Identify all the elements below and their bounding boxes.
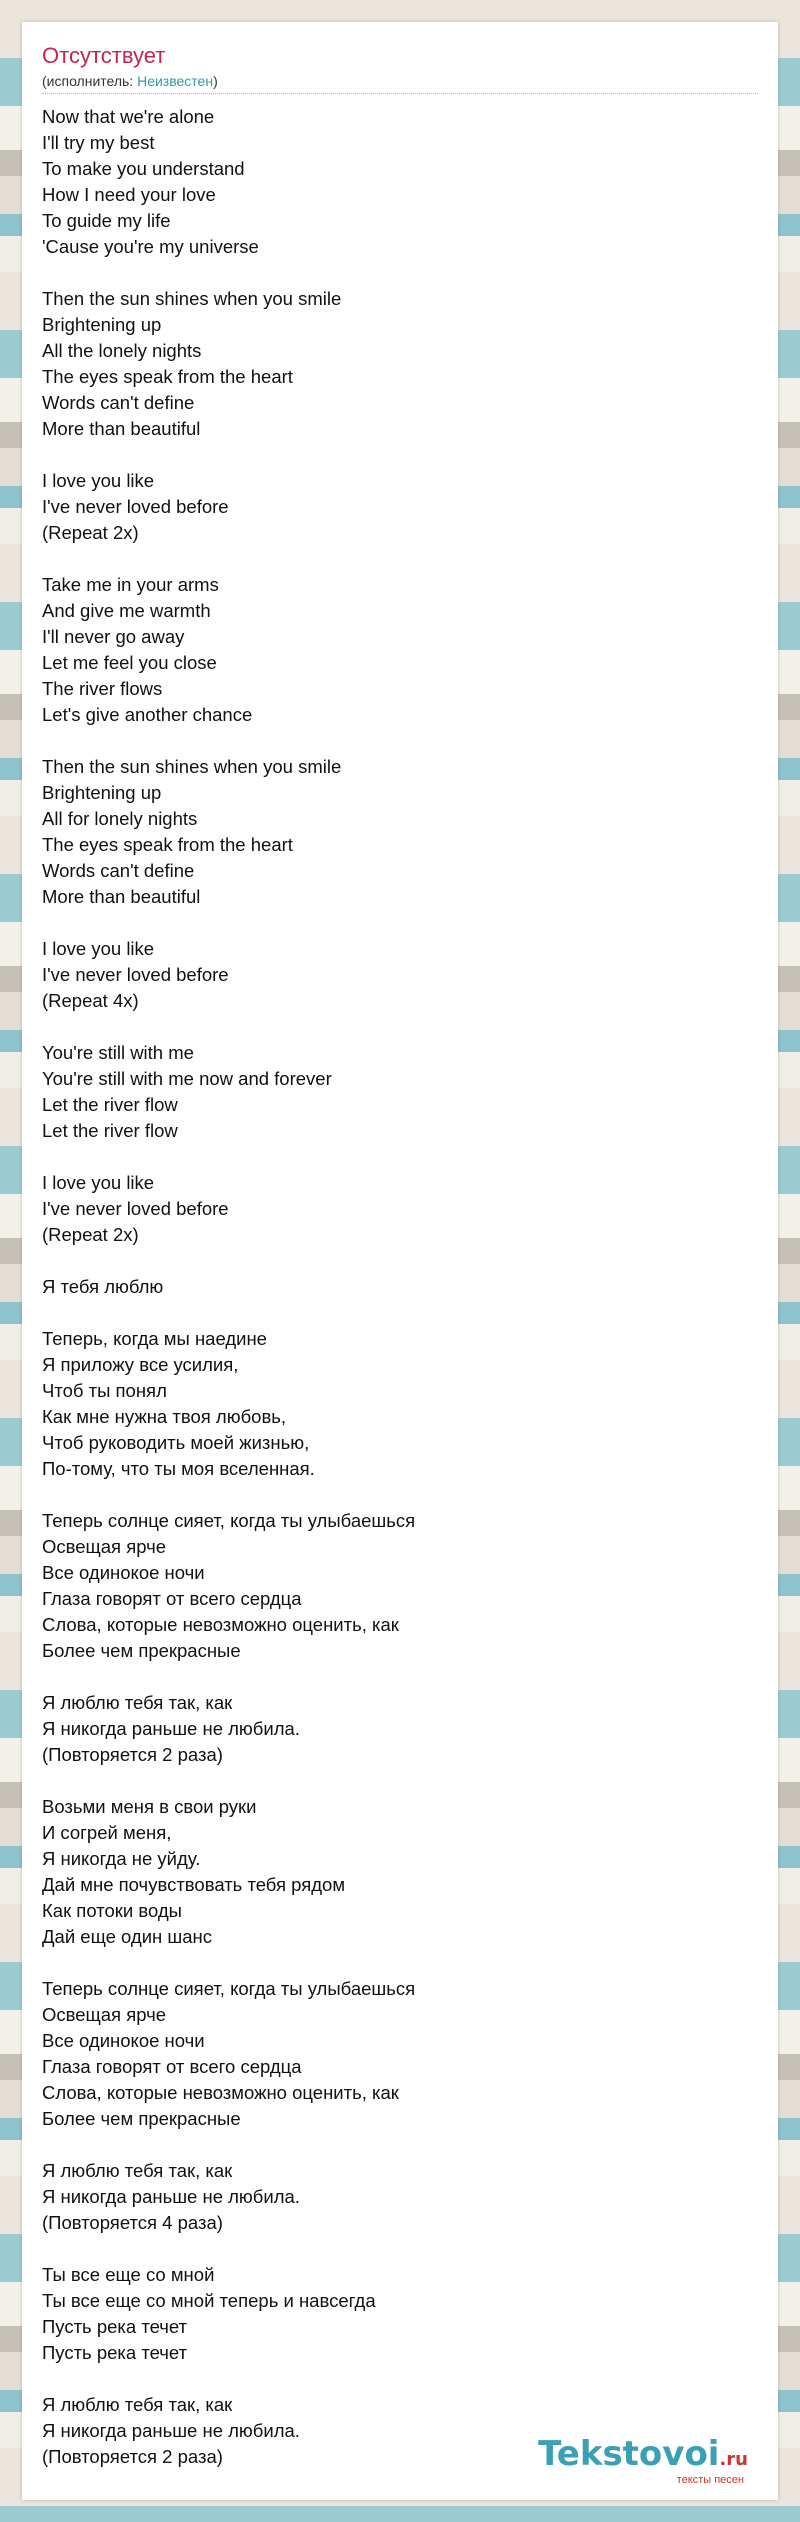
lyrics-line: The river flows xyxy=(42,678,163,699)
lyrics-line: More than beautiful xyxy=(42,886,201,907)
lyrics-stanza xyxy=(42,572,758,728)
lyrics-line: (Повторяется 4 раза) xyxy=(42,2212,223,2233)
lyrics-line: (Repeat 2x) xyxy=(42,1224,139,1245)
lyrics-line: I love you like xyxy=(42,470,155,491)
lyrics-line: Глаза говорят от всего сердца xyxy=(42,2056,302,2077)
lyrics-line: All the lonely nights xyxy=(42,340,202,361)
lyrics-line: Я люблю тебя так, как xyxy=(42,1692,233,1713)
lyrics-line: Теперь солнце сияет, когда ты улыбаешься xyxy=(42,1510,416,1531)
lyrics-line: (Повторяется 2 раза) xyxy=(42,1744,223,1765)
logo-wordmark xyxy=(538,2436,748,2478)
lyrics-line: Теперь солнце сияет, когда ты улыбаешься xyxy=(42,1978,416,1999)
lyrics-line: I've never loved before xyxy=(42,1198,229,1219)
lyrics-line: Освещая ярче xyxy=(42,1536,167,1557)
lyrics-line: 'Cause you're my universe xyxy=(42,236,259,257)
lyrics-line: Все одинокое ночи xyxy=(42,1562,205,1583)
logo-suffix: .ru xyxy=(719,2449,748,2470)
lyrics-line: Пусть река течет xyxy=(42,2316,188,2337)
artist-link[interactable]: Неизвестен xyxy=(137,73,214,89)
lyrics-line: Я никогда не уйду. xyxy=(42,1848,201,1869)
lyrics-line: Let the river flow xyxy=(42,1094,178,1115)
lyrics-line: Теперь, когда мы наедине xyxy=(42,1328,267,1349)
lyrics-line: Words can't define xyxy=(42,860,195,881)
lyrics-line: You're still with me now and forever xyxy=(42,1068,332,1089)
lyrics-line: Слова, которые невозможно оценить, как xyxy=(42,2082,399,2103)
lyrics-line: Let's give another chance xyxy=(42,704,253,725)
lyrics-line: More than beautiful xyxy=(42,418,201,439)
lyrics-stanza xyxy=(42,754,758,910)
lyrics-text xyxy=(42,104,758,2496)
lyrics-line: По-тому, что ты моя вселенная. xyxy=(42,1458,315,1479)
lyrics-line: Ты все еще со мной xyxy=(42,2264,215,2285)
lyrics-line: (Repeat 4x) xyxy=(42,990,139,1011)
lyrics-line: Слова, которые невозможно оценить, как xyxy=(42,1614,399,1635)
header-divider xyxy=(42,93,758,94)
logo-tagline: тексты песен xyxy=(676,2474,744,2486)
lyrics-line: You're still with me xyxy=(42,1042,194,1063)
lyrics-stanza xyxy=(42,1326,758,1482)
song-title: Отсутствует xyxy=(42,43,166,68)
lyrics-stanza xyxy=(42,2158,758,2236)
lyrics-stanza xyxy=(42,1690,758,1768)
lyrics-line: The eyes speak from the heart xyxy=(42,834,293,855)
lyrics-line: Words can't define xyxy=(42,392,195,413)
lyrics-line: All for lonely nights xyxy=(42,808,198,829)
lyrics-line: Now that we're alone xyxy=(42,106,215,127)
lyrics-line: Более чем прекрасные xyxy=(42,1640,241,1661)
lyrics-line: I love you like xyxy=(42,1172,155,1193)
song-header xyxy=(42,42,758,90)
lyrics-stanza xyxy=(42,104,758,260)
lyrics-line: Then the sun shines when you smile xyxy=(42,288,342,309)
lyrics-stanza xyxy=(42,468,758,546)
lyrics-line: Я люблю тебя так, как xyxy=(42,2160,233,2181)
lyrics-line: Take me in your arms xyxy=(42,574,219,595)
lyrics-line: Пусть река течет xyxy=(42,2342,188,2363)
lyrics-line: Как мне нужна твоя любовь, xyxy=(42,1406,287,1427)
lyrics-sheet xyxy=(22,22,778,2500)
lyrics-line: I love you like xyxy=(42,938,155,959)
lyrics-line: Более чем прекрасные xyxy=(42,2108,241,2129)
lyrics-line: И согрей меня, xyxy=(42,1822,172,1843)
lyrics-line: Я приложу все усилия, xyxy=(42,1354,239,1375)
lyrics-line: Дай мне почувствовать тебя рядом xyxy=(42,1874,346,1895)
lyrics-line: Чтоб ты понял xyxy=(42,1380,167,1401)
site-logo[interactable] xyxy=(538,2436,748,2486)
lyrics-line: (Повторяется 2 раза) xyxy=(42,2446,223,2467)
lyrics-line: Все одинокое ночи xyxy=(42,2030,205,2051)
lyrics-line: Возьми меня в свои руки xyxy=(42,1796,257,1817)
artist-prefix: (исполнитель: xyxy=(42,73,138,89)
lyrics-line: Дай еще один шанс xyxy=(42,1926,212,1947)
lyrics-line: Я люблю тебя так, как xyxy=(42,2394,233,2415)
lyrics-line: Глаза говорят от всего сердца xyxy=(42,1588,302,1609)
artist-suffix: ) xyxy=(213,73,218,89)
lyrics-line: Ты все еще со мной теперь и навсегда xyxy=(42,2290,376,2311)
lyrics-line: Я никогда раньше не любила. xyxy=(42,2420,300,2441)
logo-name: Tekstovoi xyxy=(538,2434,720,2474)
lyrics-stanza xyxy=(42,936,758,1014)
lyrics-line: The eyes speak from the heart xyxy=(42,366,293,387)
lyrics-stanza xyxy=(42,2262,758,2366)
lyrics-line: (Repeat 2x) xyxy=(42,522,139,543)
lyrics-stanza xyxy=(42,286,758,442)
lyrics-line: Я никогда раньше не любила. xyxy=(42,2186,300,2207)
lyrics-line: Let me feel you close xyxy=(42,652,217,673)
lyrics-line: I've never loved before xyxy=(42,964,229,985)
lyrics-line: To guide my life xyxy=(42,210,171,231)
lyrics-line: Чтоб руководить моей жизнью, xyxy=(42,1432,310,1453)
lyrics-line: I'll try my best xyxy=(42,132,155,153)
lyrics-stanza xyxy=(42,1274,758,1300)
lyrics-line: Как потоки воды xyxy=(42,1900,182,1921)
lyrics-line: How I need your love xyxy=(42,184,216,205)
lyrics-line: I've never loved before xyxy=(42,496,229,517)
lyrics-line: Let the river flow xyxy=(42,1120,178,1141)
lyrics-line: Brightening up xyxy=(42,314,162,335)
lyrics-line: Then the sun shines when you smile xyxy=(42,756,342,777)
lyrics-line: Я тебя люблю xyxy=(42,1276,164,1297)
lyrics-line: To make you understand xyxy=(42,158,245,179)
lyrics-stanza xyxy=(42,1794,758,1950)
lyrics-line: I'll never go away xyxy=(42,626,185,647)
lyrics-stanza xyxy=(42,1040,758,1144)
lyrics-line: Я никогда раньше не любила. xyxy=(42,1718,300,1739)
lyrics-stanza xyxy=(42,1170,758,1248)
lyrics-stanza xyxy=(42,1508,758,1664)
lyrics-line: Освещая ярче xyxy=(42,2004,167,2025)
lyrics-stanza xyxy=(42,1976,758,2132)
artist-line xyxy=(42,72,758,90)
lyrics-line: Brightening up xyxy=(42,782,162,803)
lyrics-line: And give me warmth xyxy=(42,600,211,621)
